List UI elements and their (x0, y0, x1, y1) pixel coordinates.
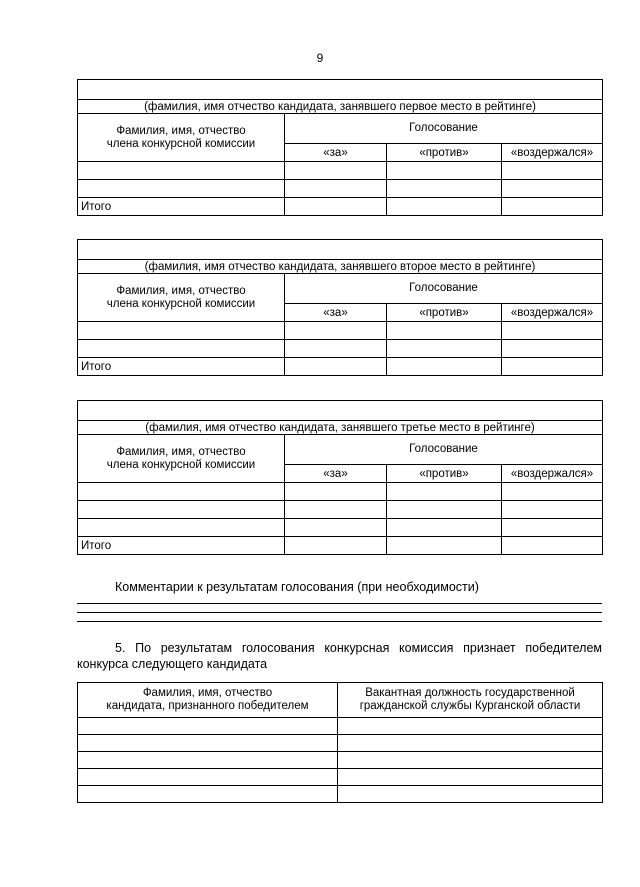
member-header-line1: Фамилия, имя, отчество (116, 284, 246, 297)
col-abstained: «воздержался» (502, 144, 603, 162)
col-against: «против» (387, 144, 502, 162)
col-against: «против» (387, 465, 502, 483)
total-label: Итого (78, 358, 285, 376)
candidate-name-field[interactable] (78, 240, 603, 260)
member-header-line2: члена конкурсной комиссии (106, 137, 256, 150)
member-header-line1: Фамилия, имя, отчество (116, 445, 246, 458)
col-abstained: «воздержался» (502, 465, 603, 483)
table-row[interactable] (78, 483, 603, 501)
voting-table-first-place (77, 79, 603, 216)
table-row[interactable] (78, 501, 603, 519)
comment-line[interactable] (77, 612, 602, 613)
vacancy-header-line2: гражданской службы Курганской области (359, 700, 581, 712)
section-5-paragraph (77, 640, 602, 672)
candidate-caption: (фамилия, имя отчество кандидата, занявшего первое место в рейтинге) (78, 100, 603, 114)
member-header-line2: члена конкурсной комиссии (106, 458, 256, 471)
table-row[interactable] (78, 752, 603, 769)
total-label: Итого (78, 198, 285, 216)
voting-header: Голосование (285, 114, 603, 144)
table-row[interactable] (78, 340, 603, 358)
voting-table-second-place (77, 239, 603, 376)
total-row (78, 198, 603, 216)
vacancy-header-line1: Вакантная должность государственной (365, 687, 575, 699)
table-row[interactable] (78, 718, 603, 735)
winner-table (77, 682, 603, 803)
col-for: «за» (285, 304, 387, 322)
voting-table-third-place (77, 400, 603, 555)
voting-header: Голосование (285, 435, 603, 465)
table-row[interactable] (78, 162, 603, 180)
table-row[interactable] (78, 180, 603, 198)
col-abstained: «воздержался» (502, 304, 603, 322)
table-row[interactable] (78, 769, 603, 786)
comments-title: Комментарии к результатам голосования (при необходимости) (115, 580, 479, 594)
winner-name-header (78, 683, 338, 718)
col-against: «против» (387, 304, 502, 322)
comment-line[interactable] (77, 621, 602, 622)
section-5-line1: 5. По результатам голосования конкурсная комиссия признает победителем (115, 641, 602, 655)
col-for: «за» (285, 144, 387, 162)
candidate-caption: (фамилия, имя отчество кандидата, занявшего третье место в рейтинге) (78, 421, 603, 435)
table-row[interactable] (78, 735, 603, 752)
table-row[interactable] (78, 322, 603, 340)
candidate-name-field[interactable] (78, 401, 603, 421)
member-header-line2: члена конкурсной комиссии (106, 297, 256, 310)
table-row[interactable] (78, 519, 603, 537)
winner-name-header-line1: Фамилия, имя, отчество (142, 687, 273, 699)
candidate-caption: (фамилия, имя отчество кандидата, занявшего второе место в рейтинге) (78, 260, 603, 274)
vacancy-header (338, 683, 603, 718)
comment-line[interactable] (77, 603, 602, 604)
table-row[interactable] (78, 786, 603, 803)
total-label: Итого (78, 537, 285, 555)
total-row (78, 537, 603, 555)
section-5-line2: конкурса следующего кандидата (77, 657, 268, 671)
total-row (78, 358, 603, 376)
col-for: «за» (285, 465, 387, 483)
page-number: 9 (316, 51, 324, 65)
member-header (78, 114, 285, 162)
winner-name-header-line2: кандидата, признанного победителем (106, 700, 309, 712)
candidate-name-field[interactable] (78, 80, 603, 100)
member-header (78, 435, 285, 483)
member-header (78, 274, 285, 322)
voting-header: Голосование (285, 274, 603, 304)
member-header-line1: Фамилия, имя, отчество (116, 124, 246, 137)
